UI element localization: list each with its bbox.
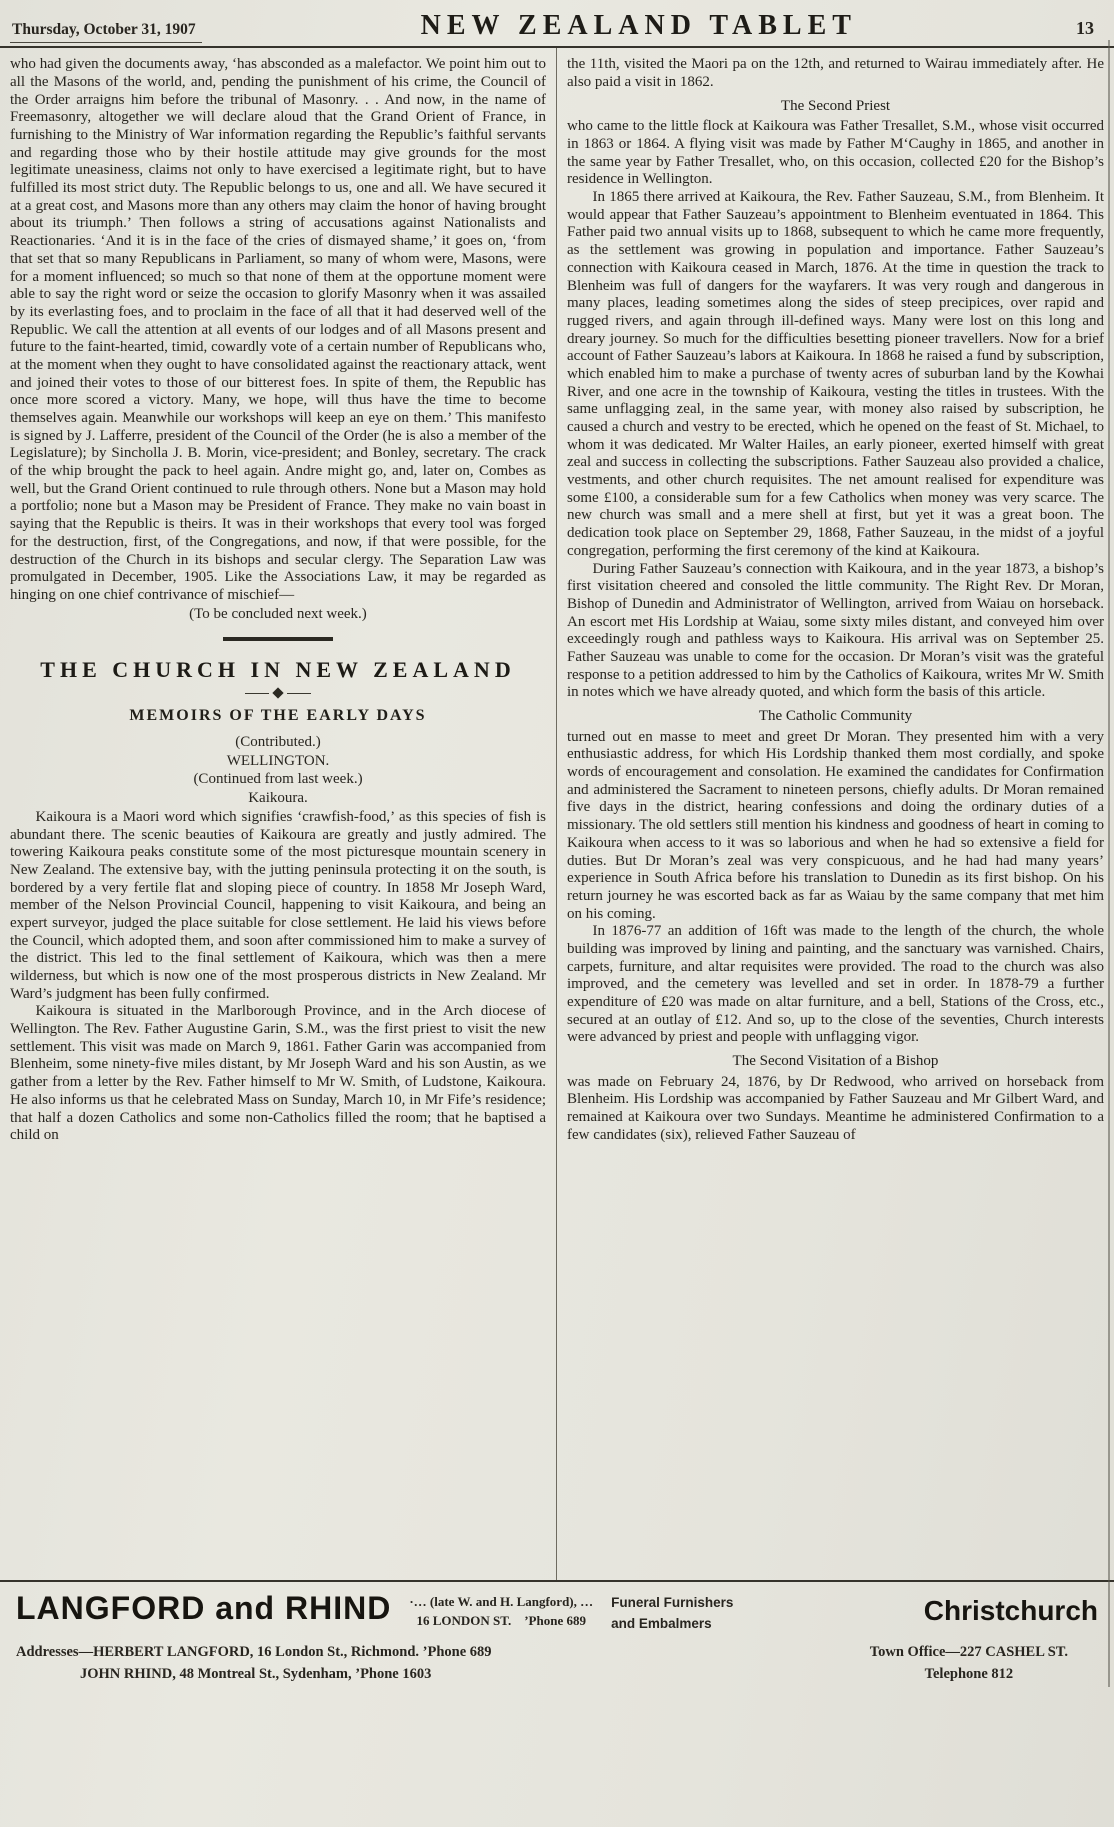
crosshead-second-visitation: The Second Visitation of a Bishop (732, 1053, 939, 1070)
crosshead-catholic-community: The Catholic Community (758, 708, 913, 725)
kaikoura-paragraph: Kaikoura is situated in the Marlborough Province, and in the Arch diocese of Wellington. The Rev. Father Augustine Garin, S.M., was the first priest to visit the new settlement. This visit was made on March 9, 1861. Father Garin was accompanied from Blenheim, some ninety-five miles distant, by Mr Joseph Ward and his son Austin, as we gather from a letter by the Rev. Father himself to Mr W. Smith, of Ludstone, Kaikoura. He also informs us that he celebrated Mass on Sunday, March 10, in Mr Fife’s residence; that half a dozen Catholics and some non-Catholics filled the room; that he baptised a child on (10, 1003, 546, 1144)
services-line-2: and Embalmers (611, 1615, 712, 1631)
second-priest-paragraph: who came to the little flock at Kaikoura was Father Tresallet, S.M., whose visit occurred in 1863 or 1864. A flying visit was made by Father M‘Caughy in 1865, and another in the same year by Father Tresallet, who, on this occasion, collected £20 for the Bishop’s residence in Wellington. (567, 118, 1104, 188)
page-header (0, 0, 1114, 48)
contributed-note: (Contributed.) (235, 734, 321, 751)
article-columns (0, 48, 1114, 1580)
advertiser-late-note: ·… (late W. and H. Langford), … (409, 1594, 594, 1610)
kaikoura-paragraph: Kaikoura is a Maori word which signifies ‘crawfish-food,’ as this species of fish is abundant there. The scenic beauties of Kaikoura are greatly and justly admired. The towering Kaikoura peaks constitute some of the most picturesque mountain scenery in New Zealand. The extensive bay, with the jutting peninsula protecting it on the south, is bordered by a very fertile flat and sloping piece of country. In 1858 Mr Joseph Ward, member of the Nelson Provincial Council, happening to visit Kaikoura, and being an expert surveyor, judged the place suitable for close settlement. He laid his views before the Council, which adopted them, and soon after commissioned him to make a survey of the district. This led to the final settlement of Kaikoura, which was then a mere wilderness, but which is now one of the most prosperous districts in New Zealand. Mr Ward’s judgment has been fully confirmed. (10, 808, 546, 1002)
town-office-block (870, 1642, 1098, 1686)
advertisement-address-row (16, 1642, 1098, 1686)
continuation-paragraph: the 11th, visited the Maori pa on the 12th, and returned to Wairau immediately after. He also paid a visit in 1862. (567, 56, 1104, 90)
services-line-1: Funeral Furnishers (611, 1595, 734, 1611)
wellington-heading: WELLINGTON. (226, 752, 330, 769)
kaikoura-heading: Kaikoura. (248, 790, 308, 807)
advertiser-address-block (409, 1593, 593, 1631)
heavy-section-rule (223, 637, 333, 641)
continued-note: (Continued from last week.) (193, 771, 363, 788)
page-number: 13 (1076, 18, 1094, 38)
address-langford: Addresses—HERBERT LANGFORD, 16 London St., Richmond. ’Phone 689 (16, 1643, 492, 1660)
advertiser-name: LANGFORD and RHIND (16, 1590, 392, 1627)
advertiser-street: 16 LONDON ST. (416, 1613, 512, 1629)
section-divider-ornament (10, 689, 546, 697)
bishop-visitation-paragraph: During Father Sauzeau’s connection with Kaikoura, and in the year 1873, a bishop’s first visitation cheered and consoled the little community. The Right Rev. Dr Moran, Bishop of Dunedin and Administrator of Wellington, arrived from Waiau on horseback. An escort met His Lordship at Waiau, some sixty miles distant, and conveyed him over exceedingly rough and pathless ways to Kaikoura. His arrival was on September 25. Father Sauzeau was unable to come for the occasion. Dr Moran’s visit was the grateful response to a petition addressed to him by the Catholics of Kaikoura, writes Mr W. Smith in notes which we have already quoted, and which form the basis of this article. (567, 560, 1104, 701)
advertiser-street-line (409, 1612, 593, 1631)
crosshead-second-priest: The Second Priest (780, 97, 891, 114)
subsection-title: MEMOIRS OF THE EARLY DAYS (129, 707, 427, 725)
to-be-concluded-note: (To be concluded next week.) (189, 605, 367, 622)
catholic-community-paragraph: turned out en masse to meet and greet Dr Moran. They presented him with a very enthusiastic address, for which His Lordship thanked them most cordially, and spoke words of encouragement and consolation. He examined the candidates for Confirmation and administered the Sacrament to nineteen persons, chiefly adults. Dr Moran remained five days in the district, hearing confessions and doing the ordinary duties of a missionary. The old settlers still mention his kindness and goodness of heart in coming to Kaikoura when access to it was so laborious and when he had so extensive a field for duties. But Dr Moran’s zeal was very conspicuous, and he had had many years’ experience in South Africa before his translation to Dunedin as its first bishop. On his return journey he was escorted back as far as Waiau by the same company that met him on his coming. (567, 728, 1104, 922)
advertiser-phone: ’Phone 689 (524, 1613, 586, 1629)
town-office: Town Office—227 CASHEL ST. (869, 1643, 1068, 1660)
advertiser-services (611, 1593, 733, 1634)
advertiser-addresses (16, 1642, 492, 1686)
telephone-number: Telephone 812 (924, 1665, 1014, 1682)
issue-date: Thursday, October 31, 1907 (10, 21, 202, 43)
freemasonry-article-paragraph: who had given the documents away, ‘has absconded as a malefactor. We point him out to all the Masons of the world, and, pending the punishment of his crime, the Council of the Order arraigns him before the tribunal of Masonry. . . And now, in the name of Freemasonry, altogether we will declare aloud that the Grand Orient of France, in furnishing to the Ministry of War information regarding the Republic’s faithful servants and regarding those who by their hostile attitude may give grounds for the most legitimate uneasiness, claims not only to have exercised a legitimate right, but to have fulfilled its most strict duty. The Republic belongs to us, one and all. We have secured it at a great cost, and Masons more than any others may claim the honor of having brought about its triumph.’ Then follows a string of accusations against Nationalists and Reactionaries. ‘And it is in the face of the cries of dismayed shame,’ it goes on, ‘from that set that so many Republicans in Parliament, so many of whom were, Masons, were for a moment influenced; so much so that none of them at the opportune moment were able to say the right word or seize the occasion to glorify Masonry when it was assailed by its everlasting foes, and to proclaim in the face of all that it had deserved well of the Republic. We call the attention at all events of our lodges and of all Masons present and future to the faint-hearted, timid, cowardly vote of a certain number of Republicans who, at the moment when they ought to have consolidated against the reactionary attack, went and joined their votes to those of our bitterest foes. In spite of them, the Republic has once more scored a victory. Many, we hope, will thus have the time to become themselves again. Meanwhile our workshops will keep an eye on them.’ This manifesto is signed by J. Lafferre, president of the Council of the Order (he is also a member of the Legislature); by Sincholla J. B. Morin, vice-president; and Bonley, secretary. The crack of the whip brought the pack to heel again. Andre might go, and, later on, Combes as well, but the Grand Orient continued to rule through others. None but a Mason may hold a portfolio; none but a Mason may be President of France. They make no vain boast in saying that the Republic is theirs. It was in their workshops that every tool was forged for the destruction, first, of the Congregations, and now, if that were possible, for the destruction of the Church in its bishops and secular clergy. The Separation Law was promulgated in December, 1905. Like the Associations Law, it may be regarded as hinging on one chief contrivance of mischief— (10, 56, 546, 603)
masthead-title: NEW ZEALAND TABLET (420, 10, 857, 41)
second-visitation-paragraph: was made on February 24, 1876, by Dr Redwood, who arrived on horseback from Blenheim. His Lordship was accompanied by Father Sauzeau and Mr Gilbert Ward, and remained at Kaikoura over two Sundays. Meantime he administered Confirmation to a few candidates (six), relieved Father Sauzeau of (567, 1073, 1104, 1143)
right-column (557, 48, 1114, 1580)
left-column (0, 48, 557, 1580)
advertisement-footer (0, 1580, 1114, 1827)
advertisement-main-row (16, 1592, 1098, 1634)
section-title: THE CHURCH IN NEW ZEALAND (40, 657, 516, 683)
church-improvements-paragraph: In 1876-77 an addition of 16ft was made to the length of the church, the whole building was improved by lining and painting, and the sanctuary was varnished. Chairs, carpets, furniture, and altar requisites were provided. The road to the church was also improved, and the cemetery was levelled and set in order. In 1878-79 a further expenditure of £20 was made on altar furniture, and a bell, Stations of the Cross, etc., secured at an outlay of £12. And so, up to the close of the seventies, Church interests were advanced by priest and people with unflagging vigor. (567, 923, 1104, 1046)
address-rhind: JOHN RHIND, 48 Montreal St., Sydenham, ’Phone 1603 (80, 1665, 432, 1682)
father-sauzeau-paragraph: In 1865 there arrived at Kaikoura, the Rev. Father Sauzeau, S.M., from Blenheim. It would appear that Father Sauzeau’s appointment to Blenheim eventuated in 1864. This Father paid two annual visits up to 1868, subsequent to which he came more frequently, as the settlement was growing in population and importance. Father Sauzeau’s connection with Kaikoura ceased in March, 1876. At the time in question the track to Blenheim was full of dangers for the wayfarers. It was very rough and dangerous in many places, leading sometimes along the sides of steep precipices, over rapid and rugged rivers, and again through ill-defined ways. Many were lost on this long and dreary journey. So much for the difficulties besetting pioneer travellers. Now for a brief account of Father Sauzeau’s labors at Kaikoura. In 1868 he raised a fund by subscription, which enabled him to make a purchase of twenty acres of suburban land by the Kowhai River, and one acre in the township of Kaikoura, vesting the titles in trustees. With the same unflagging zeal, in the same year, with money also raised by subscription, he caused a church and vestry to be erected, which he opened on the feast of St. Michael, to whom it was dedicated. Mr Walter Hailes, an early pioneer, exerted himself with great zeal and success in collecting the subscriptions. Father Sauzeau also provided a chalice, vestments, and other church requisites. The net amount realised for expenditure was some £100, a considerable sum for a few Catholics when money was very scarce. The new church was small and a mere shell at first, but yet it was a great boon. The dedication took place on September 29, 1868, Father Sauzeau, in the midst of a joyful congregation, performing the first ceremony of the kind at Kaikoura. (567, 189, 1104, 559)
advertiser-city: Christchurch (923, 1595, 1098, 1627)
